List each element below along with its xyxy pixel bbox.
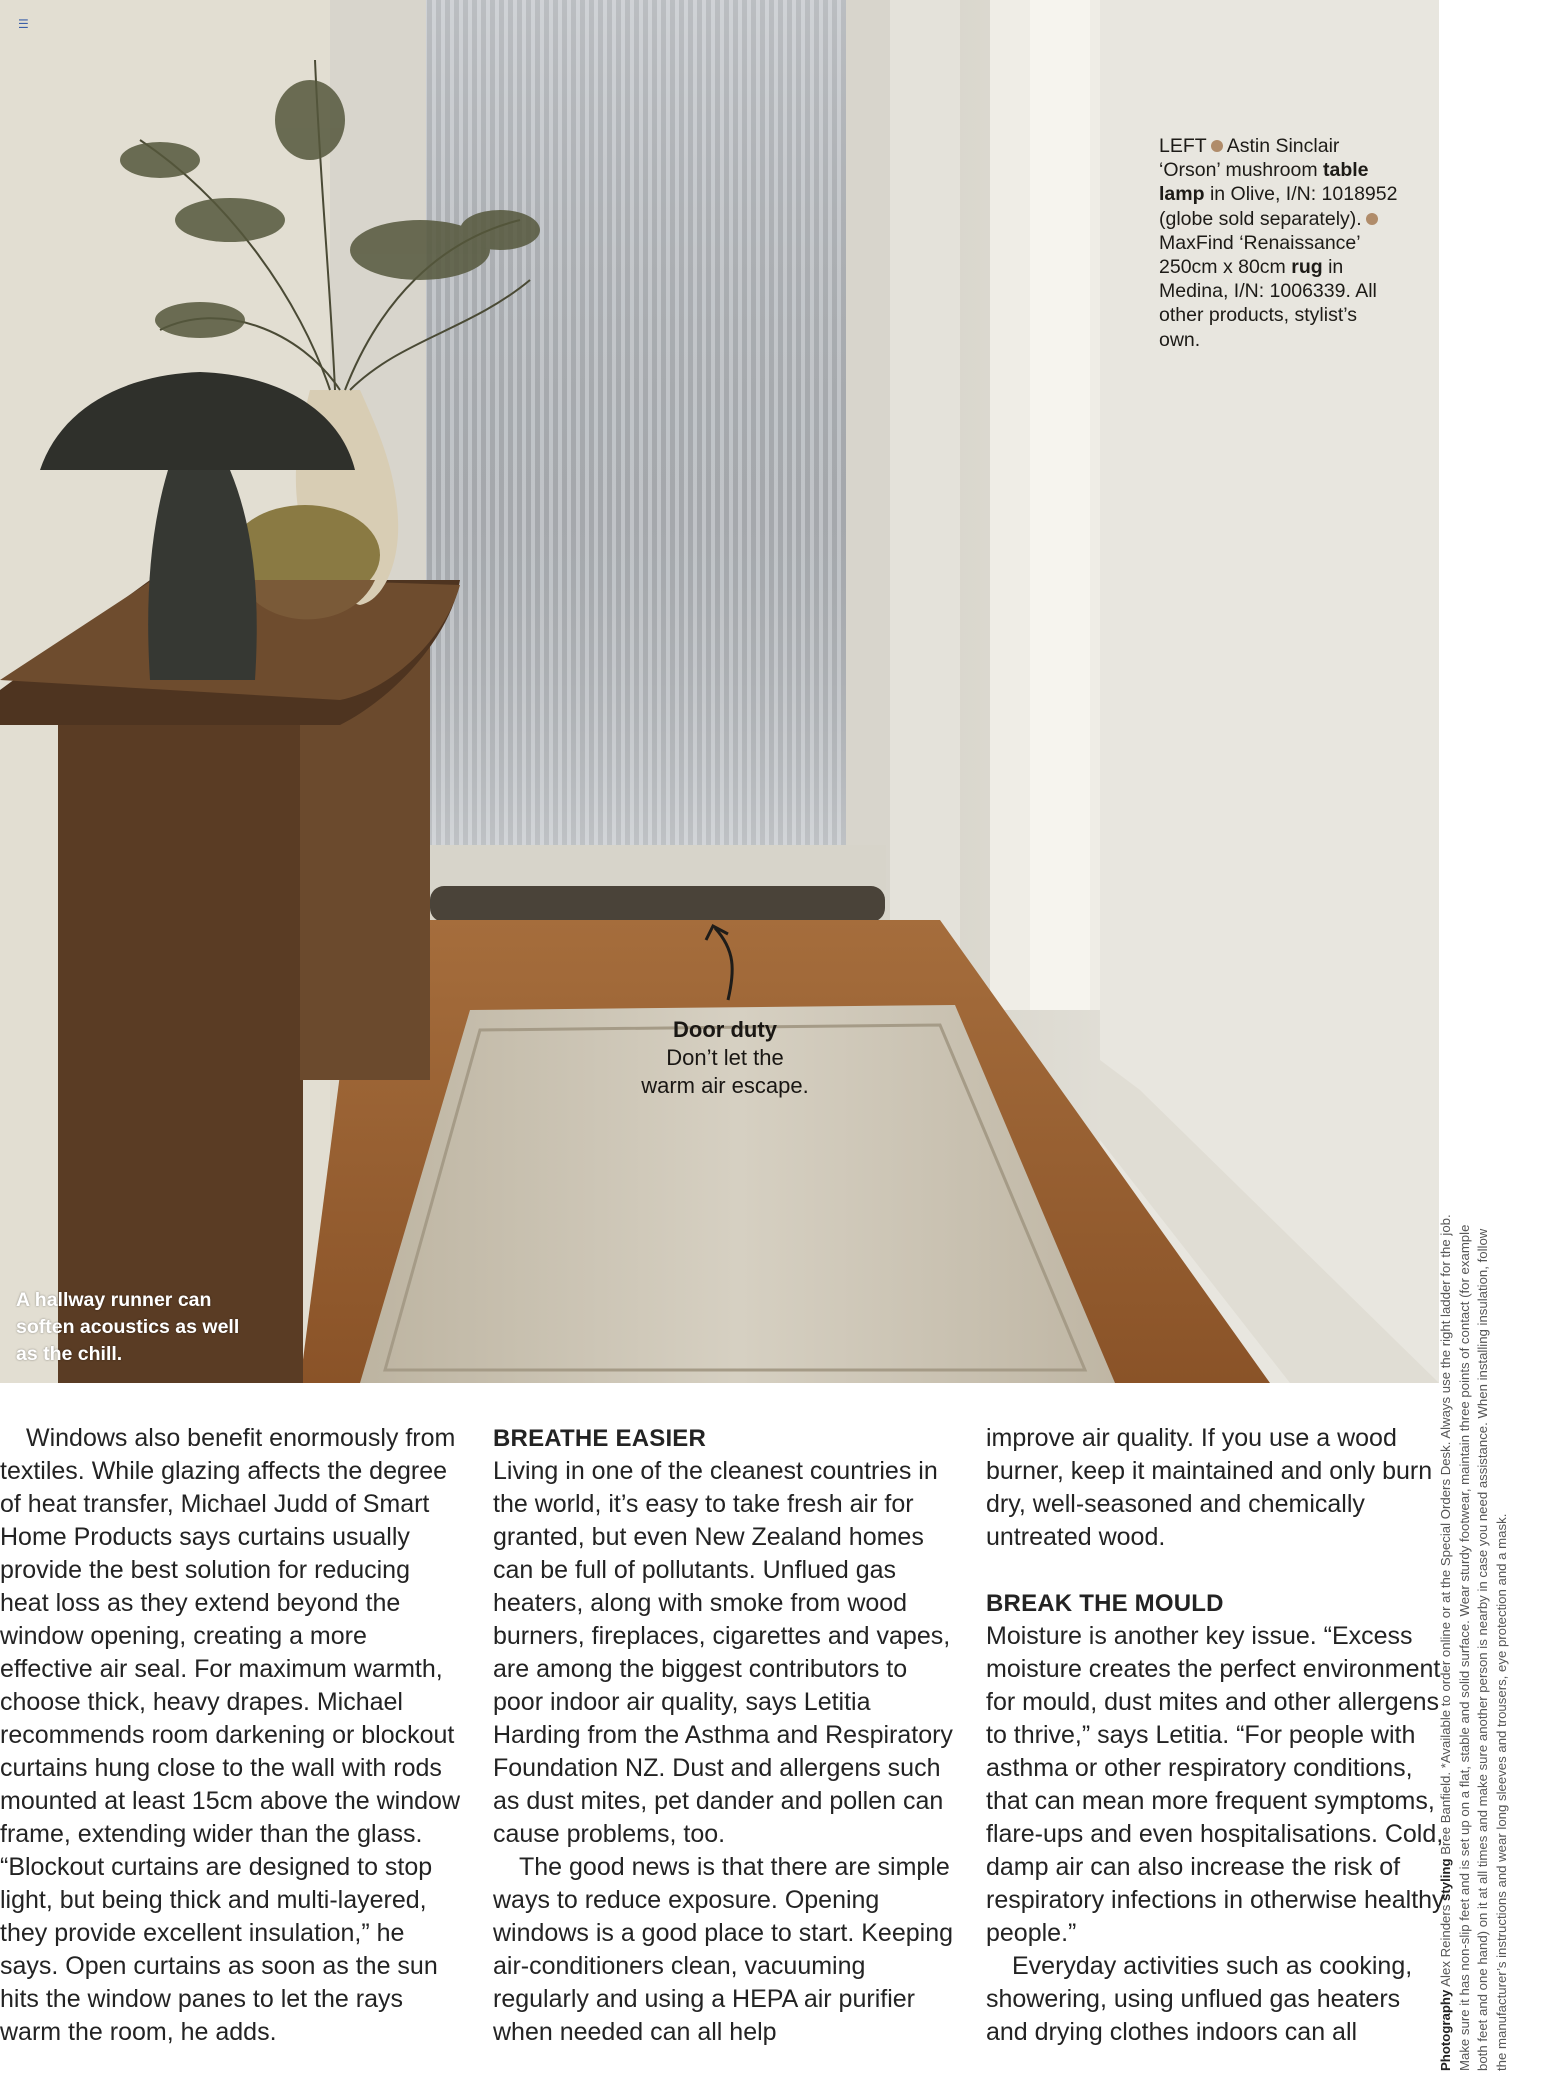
- console-table: [58, 680, 303, 1383]
- article-column-3: [986, 1422, 1446, 2049]
- section-heading: BREAK THE MOULD: [986, 1590, 1224, 1617]
- paragraph: The good news is that there are simple ways to reduce exposure. Opening windows is a good place to start. Keeping air-conditioners clean, vacuuming regularly and using a HEPA air purifier when needed can all help: [493, 1853, 953, 2046]
- paragraph: Windows also benefit enormously from textiles. While glazing affects the degree of heat transfer, Michael Judd of Smart Home Products says curtains usually provide the best solution for reducing heat loss as they extend beyond the window opening, creating a more effective air seal. For maximum warmth, choose thick, heavy drapes. Michael recommends room darkening or blockout curtains hung close to the wall with rods mounted at least 15cm above the window frame, extending wider than the glass. “Blockout curtains are designed to stop light, but being thick and multi-layered, they provide excellent insulation,” he says. Open curtains as soon as the sun hits the window panes to let the rays warm the room, he adds.: [0, 1424, 460, 2046]
- paragraph: Everyday activities such as cooking, showering, using unflued gas heaters and drying clothes indoors can all: [986, 1952, 1413, 2046]
- menu-mark-icon: ☰: [18, 17, 29, 31]
- draught-stopper: [430, 886, 885, 922]
- paragraph: improve air quality. If you use a wood burner, keep it maintained and only burn dry, well-seasoned and chemically untreated wood.: [986, 1424, 1433, 1551]
- paragraph: Living in one of the cleanest countries in the world, it’s easy to take fresh air for granted, but even New Zealand homes can be full of pollutants. Unflued gas heaters, along with smoke from wood burners, fireplaces, cigarettes and vapes, are among the biggest contributors to poor indoor air quality, says Letitia Harding from the Asthma and Respiratory Foundation NZ. Dust and allergens such as dust mites, pet dander and pollen can cause problems, too.: [493, 1457, 953, 1848]
- section-heading: BREATHE EASIER: [493, 1425, 707, 1452]
- article-column-1: [0, 1422, 460, 2049]
- bullet-dot-icon: [1366, 213, 1378, 225]
- product-caption: LEFT Astin Sinclair ‘Orson’ mushroom table lamp in Olive, I/N: 1018952 (globe sold separately).MaxFind ‘Renaissance’ 250cm x 80cm rug in Medina, I/N: 1006339. All other products, stylist’s own.: [1159, 135, 1398, 351]
- photo-credits: Photography Alex Reinders styling Bree Banfield. *Available to order online or at the Special Orders Desk. Always use the right ladder for the job. Make sure it has non-slip feet and is set up on a flat, stable and solid surface. Wear sturdy footwear, maintain three points of contact (for example both feet and one hand) on it at all times and make sure another person is nearby in case you need assistance. When installing insulation, follow the manufacturer’s instructions and wear long sleeves and trousers, eye protection and a mask.: [1438, 1214, 1509, 2071]
- door-duty-callout: [640, 1016, 810, 1100]
- paragraph: Moisture is another key issue. “Excess moisture creates the perfect environment for mould, dust mites and other allergens to thrive,” says Letitia. “For people with asthma or other respiratory conditions, that can mean more frequent symptoms, flare-ups and even hospitalisations. Cold, damp air can also increase the risk of respiratory infections in otherwise healthy people.”: [986, 1622, 1445, 1947]
- runner-caption: A hallway runner can soften acoustics as well as the chill.: [16, 1289, 240, 1365]
- door-duty-title: Door duty: [673, 1017, 777, 1042]
- bullet-dot-icon: [1211, 140, 1223, 152]
- article-column-2: [493, 1422, 953, 2049]
- door-duty-text: Don’t let the warm air escape.: [641, 1045, 809, 1098]
